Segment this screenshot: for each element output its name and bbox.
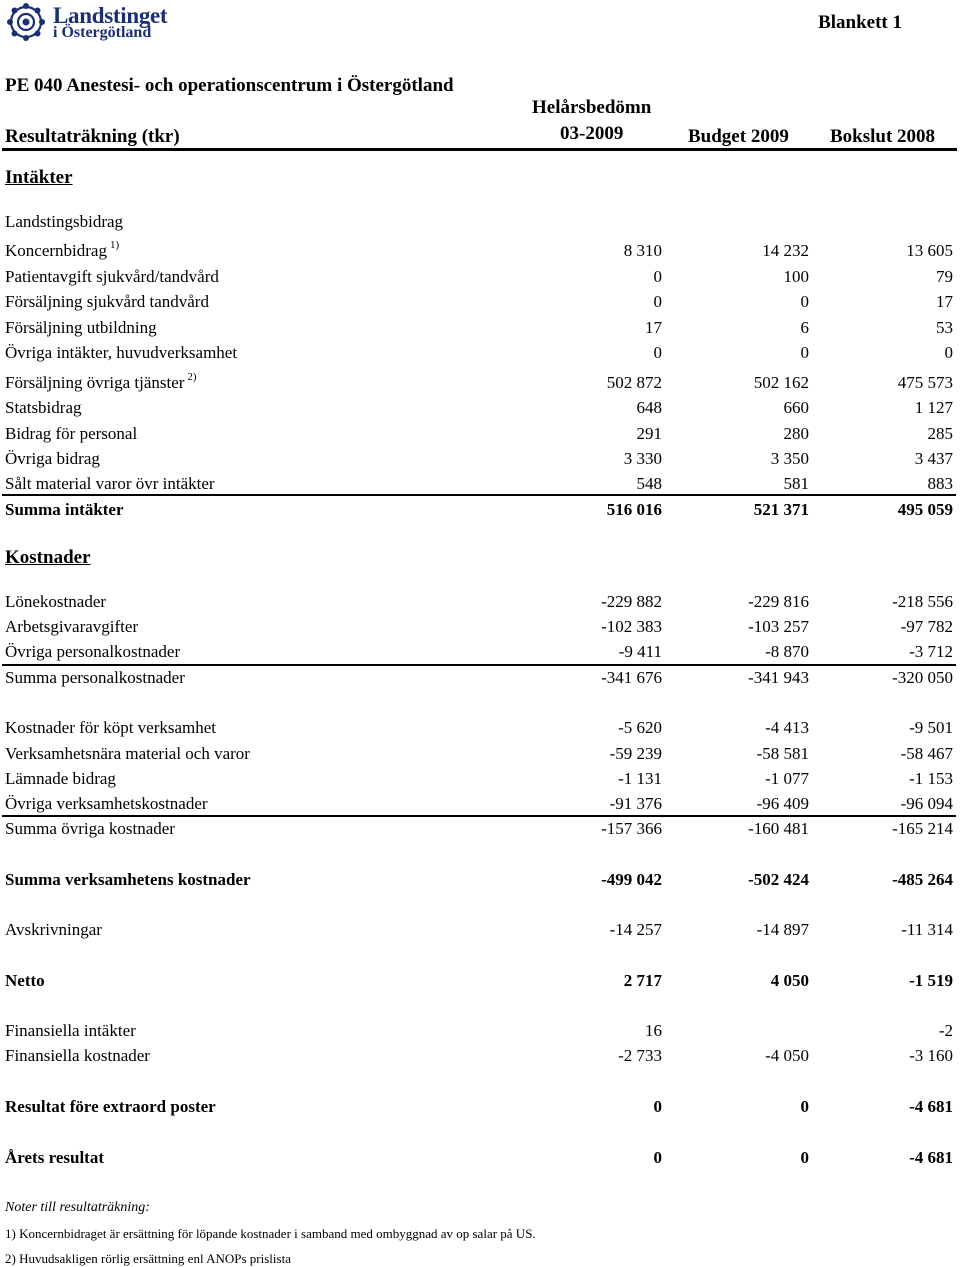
- row-label: [5, 474, 215, 494]
- value-budget: 502 162: [753, 373, 809, 392]
- value-forecast: -229 882: [601, 592, 662, 611]
- value-closing: 53: [936, 318, 953, 337]
- value-closing: -11 314: [901, 920, 953, 939]
- row-label-text: Statsbidrag: [5, 398, 82, 417]
- footnote-marker: 1): [109, 239, 120, 251]
- value-budget: 660: [783, 398, 809, 417]
- row-label-text: Verksamhetsnära material och varor: [5, 744, 250, 763]
- value-budget: 521 371: [753, 500, 809, 519]
- row-label-text: Övriga bidrag: [5, 449, 100, 468]
- value-forecast: -14 257: [609, 920, 662, 939]
- row-label: [5, 794, 208, 814]
- row-label-text: Sålt material varor övr intäkter: [5, 474, 215, 493]
- value-closing: -320 050: [892, 668, 953, 687]
- value-forecast: -2 733: [618, 1046, 662, 1065]
- value-forecast: -5 620: [618, 718, 662, 737]
- value-closing: -96 094: [900, 794, 953, 813]
- table-row: [0, 1017, 960, 1041]
- table-row: [0, 263, 960, 287]
- value-closing: -3 712: [909, 642, 953, 661]
- value-budget: -58 581: [756, 744, 809, 763]
- value-budget: -96 409: [756, 794, 809, 813]
- row-label-text: Övriga verksamhetskostnader: [5, 794, 208, 813]
- note-1: 1) Koncernbidraget är ersättning för löpande kostnader i samband med ombyggnad av op salar på US.: [5, 1226, 536, 1241]
- value-forecast: -341 676: [601, 668, 662, 687]
- value-budget: -4 413: [765, 718, 809, 737]
- table-row: [0, 1144, 960, 1168]
- value-closing: 475 573: [897, 373, 953, 392]
- value-closing: -2: [938, 1021, 953, 1040]
- value-forecast: 502 872: [606, 373, 662, 392]
- value-forecast: 0: [653, 343, 662, 362]
- table-row: [0, 420, 960, 444]
- table-row: [0, 369, 960, 393]
- footnote-marker: 2): [187, 371, 197, 383]
- value-closing: 883: [927, 474, 953, 493]
- value-budget: -229 816: [748, 592, 809, 611]
- row-label-text: Årets resultat: [5, 1148, 104, 1167]
- value-closing: 13 605: [906, 241, 953, 260]
- value-closing: 3 437: [914, 449, 953, 468]
- value-closing: 285: [927, 424, 953, 443]
- value-budget: -103 257: [748, 617, 809, 636]
- value-closing: -1 519: [909, 971, 953, 990]
- table-row: [0, 445, 960, 469]
- row-label-text: Avskrivningar: [5, 920, 102, 939]
- landstinget-logo: [4, 2, 174, 42]
- value-budget: -4 050: [765, 1046, 809, 1065]
- value-closing: -165 214: [892, 819, 953, 838]
- row-label: [5, 642, 180, 662]
- row-label-text: Koncernbidrag: [5, 241, 107, 260]
- value-forecast: 291: [636, 424, 662, 443]
- value-forecast: 548: [636, 474, 662, 493]
- value-budget: 581: [783, 474, 809, 493]
- value-closing: -9 501: [909, 718, 953, 737]
- table-row: [0, 714, 960, 738]
- table-row: [0, 237, 960, 261]
- value-budget: 0: [800, 1148, 809, 1167]
- row-label: [5, 424, 137, 444]
- value-closing: -97 782: [900, 617, 953, 636]
- table-row: [0, 765, 960, 789]
- value-forecast: 0: [653, 1148, 662, 1167]
- value-budget: 280: [783, 424, 809, 443]
- table-row: [0, 740, 960, 764]
- value-forecast: 516 016: [606, 500, 662, 519]
- row-label-text: Resultat före extraord poster: [5, 1097, 216, 1116]
- row-label-text: Försäljning övriga tjänster: [5, 373, 185, 392]
- table-row: [0, 1093, 960, 1117]
- value-forecast: -91 376: [609, 794, 662, 813]
- row-label: [5, 292, 209, 312]
- row-label-text: Summa övriga kostnader: [5, 819, 175, 838]
- table-row: [0, 1042, 960, 1066]
- row-label: [5, 1046, 150, 1066]
- value-forecast: 8 310: [623, 241, 662, 260]
- value-closing: 1 127: [914, 398, 953, 417]
- row-label: [5, 668, 185, 688]
- row-label-text: Summa personalkostnader: [5, 668, 185, 687]
- row-label-text: Patientavgift sjukvård/tandvård: [5, 267, 219, 286]
- table-row: [0, 866, 960, 890]
- row-label: [5, 920, 102, 940]
- rule-above-summa-ovriga-kostnader: [2, 815, 956, 817]
- row-label: [5, 343, 237, 363]
- value-forecast: 648: [636, 398, 662, 417]
- row-label-text: Netto: [5, 971, 45, 990]
- column-header-closing: Bokslut 2008: [830, 126, 936, 147]
- row-label: [5, 1148, 104, 1168]
- row-label: [5, 398, 82, 418]
- value-budget: -1 077: [765, 769, 809, 788]
- column-header-forecast-line2: 03-2009: [560, 123, 624, 144]
- value-budget: 4 050: [770, 971, 809, 990]
- row-label-text: Finansiella kostnader: [5, 1046, 150, 1065]
- row-label: [5, 971, 45, 991]
- value-forecast: -59 239: [609, 744, 662, 763]
- value-forecast: 0: [653, 267, 662, 286]
- value-forecast: -102 383: [601, 617, 662, 636]
- row-label: [5, 617, 138, 637]
- row-label: [5, 373, 197, 393]
- row-label-text: Kostnader för köpt verksamhet: [5, 718, 217, 737]
- row-label-text: Arbetsgivaravgifter: [5, 617, 139, 636]
- row-label-text: Försäljning sjukvård tandvård: [5, 292, 209, 311]
- row-label: [5, 500, 124, 520]
- organization-title: PE 040 Anestesi- och operationscentrum i Östergötland: [5, 75, 454, 96]
- row-label-text: Summa intäkter: [5, 500, 124, 519]
- value-forecast: -1 131: [618, 769, 662, 788]
- table-row: [0, 314, 960, 338]
- rule-above-summa-personalkostnader: [2, 664, 956, 666]
- value-closing: -485 264: [892, 870, 953, 889]
- value-forecast: 3 330: [623, 449, 662, 468]
- note-2: 2) Huvudsakligen rörlig ersättning enl ANOPs prislista: [5, 1251, 291, 1266]
- value-closing: -4 681: [909, 1148, 953, 1167]
- row-label: [5, 1021, 136, 1041]
- value-budget: 0: [800, 343, 809, 362]
- value-forecast: 17: [645, 318, 662, 337]
- row-label: [5, 819, 175, 839]
- value-closing: -218 556: [892, 592, 953, 611]
- table-row: [0, 208, 960, 232]
- value-closing: -1 153: [909, 769, 953, 788]
- table-row: [0, 967, 960, 991]
- value-budget: -160 481: [748, 819, 809, 838]
- value-budget: 100: [783, 267, 809, 286]
- row-label-text: Övriga intäkter, huvudverksamhet: [5, 343, 238, 362]
- value-closing: 0: [944, 343, 953, 362]
- value-forecast: 0: [653, 1097, 662, 1116]
- value-budget: -341 943: [748, 668, 809, 687]
- value-forecast: 2 717: [623, 971, 662, 990]
- row-label: [5, 449, 100, 469]
- table-row: [0, 394, 960, 418]
- row-label: [5, 592, 106, 612]
- row-label: [5, 1097, 216, 1117]
- row-label: [5, 744, 250, 764]
- value-budget: -502 424: [748, 870, 809, 889]
- row-label: [5, 870, 251, 890]
- table-row: [0, 916, 960, 940]
- value-closing: -58 467: [900, 744, 953, 763]
- value-forecast: 0: [653, 292, 662, 311]
- value-closing: 495 059: [897, 500, 953, 519]
- header-divider: [2, 148, 957, 151]
- value-budget: 0: [800, 292, 809, 311]
- report-title: Resultaträkning (tkr): [5, 126, 180, 147]
- value-budget: 14 232: [762, 241, 809, 260]
- section-heading-income: Intäkter: [5, 167, 73, 188]
- value-forecast: 16: [645, 1021, 662, 1040]
- rule-above-summa-intakter: [2, 494, 956, 496]
- row-label: [5, 241, 119, 261]
- table-row: [0, 470, 960, 494]
- value-forecast: -499 042: [601, 870, 662, 889]
- form-number: Blankett 1: [818, 12, 902, 33]
- value-budget: 0: [800, 1097, 809, 1116]
- notes-heading: Noter till resultaträkning:: [5, 1200, 150, 1215]
- column-header-forecast-line1: Helårsbedömn: [532, 97, 652, 118]
- table-row: [0, 790, 960, 814]
- table-row: [0, 638, 960, 662]
- table-row: [0, 613, 960, 637]
- row-label-text: Lönekostnader: [5, 592, 107, 611]
- value-closing: -3 160: [909, 1046, 953, 1065]
- logo-wordmark: Landstinget: [53, 3, 168, 28]
- row-label-text: Summa verksamhetens kostnader: [5, 870, 251, 889]
- row-label-text: Lämnade bidrag: [5, 769, 116, 788]
- row-label-text: Finansiella intäkter: [5, 1021, 136, 1040]
- value-budget: 3 350: [770, 449, 809, 468]
- row-label-text: Bidrag för personal: [5, 424, 138, 443]
- row-label: [5, 318, 157, 338]
- value-closing: 17: [936, 292, 953, 311]
- table-row: [0, 496, 960, 520]
- value-forecast: -157 366: [601, 819, 662, 838]
- table-row: [0, 815, 960, 839]
- value-forecast: -9 411: [618, 642, 662, 661]
- value-closing: -4 681: [909, 1097, 953, 1116]
- value-budget: -8 870: [765, 642, 809, 661]
- row-label-text: Övriga personalkostnader: [5, 642, 181, 661]
- row-label: [5, 212, 123, 232]
- row-label-text: Försäljning utbildning: [5, 318, 157, 337]
- value-budget: 6: [800, 318, 809, 337]
- row-label-text: Landstingsbidrag: [5, 212, 124, 231]
- section-heading-costs: Kostnader: [5, 547, 91, 568]
- table-row: [0, 588, 960, 612]
- row-label: [5, 769, 116, 789]
- row-label: [5, 718, 216, 738]
- value-closing: 79: [936, 267, 953, 286]
- value-budget: -14 897: [756, 920, 809, 939]
- column-header-budget: Budget 2009: [688, 126, 789, 147]
- crown-emblem-icon: [4, 2, 48, 42]
- table-row: [0, 339, 960, 363]
- table-row: [0, 288, 960, 312]
- table-row: [0, 664, 960, 688]
- row-label: [5, 267, 219, 287]
- logo-subtitle: i Östergötland: [53, 24, 152, 41]
